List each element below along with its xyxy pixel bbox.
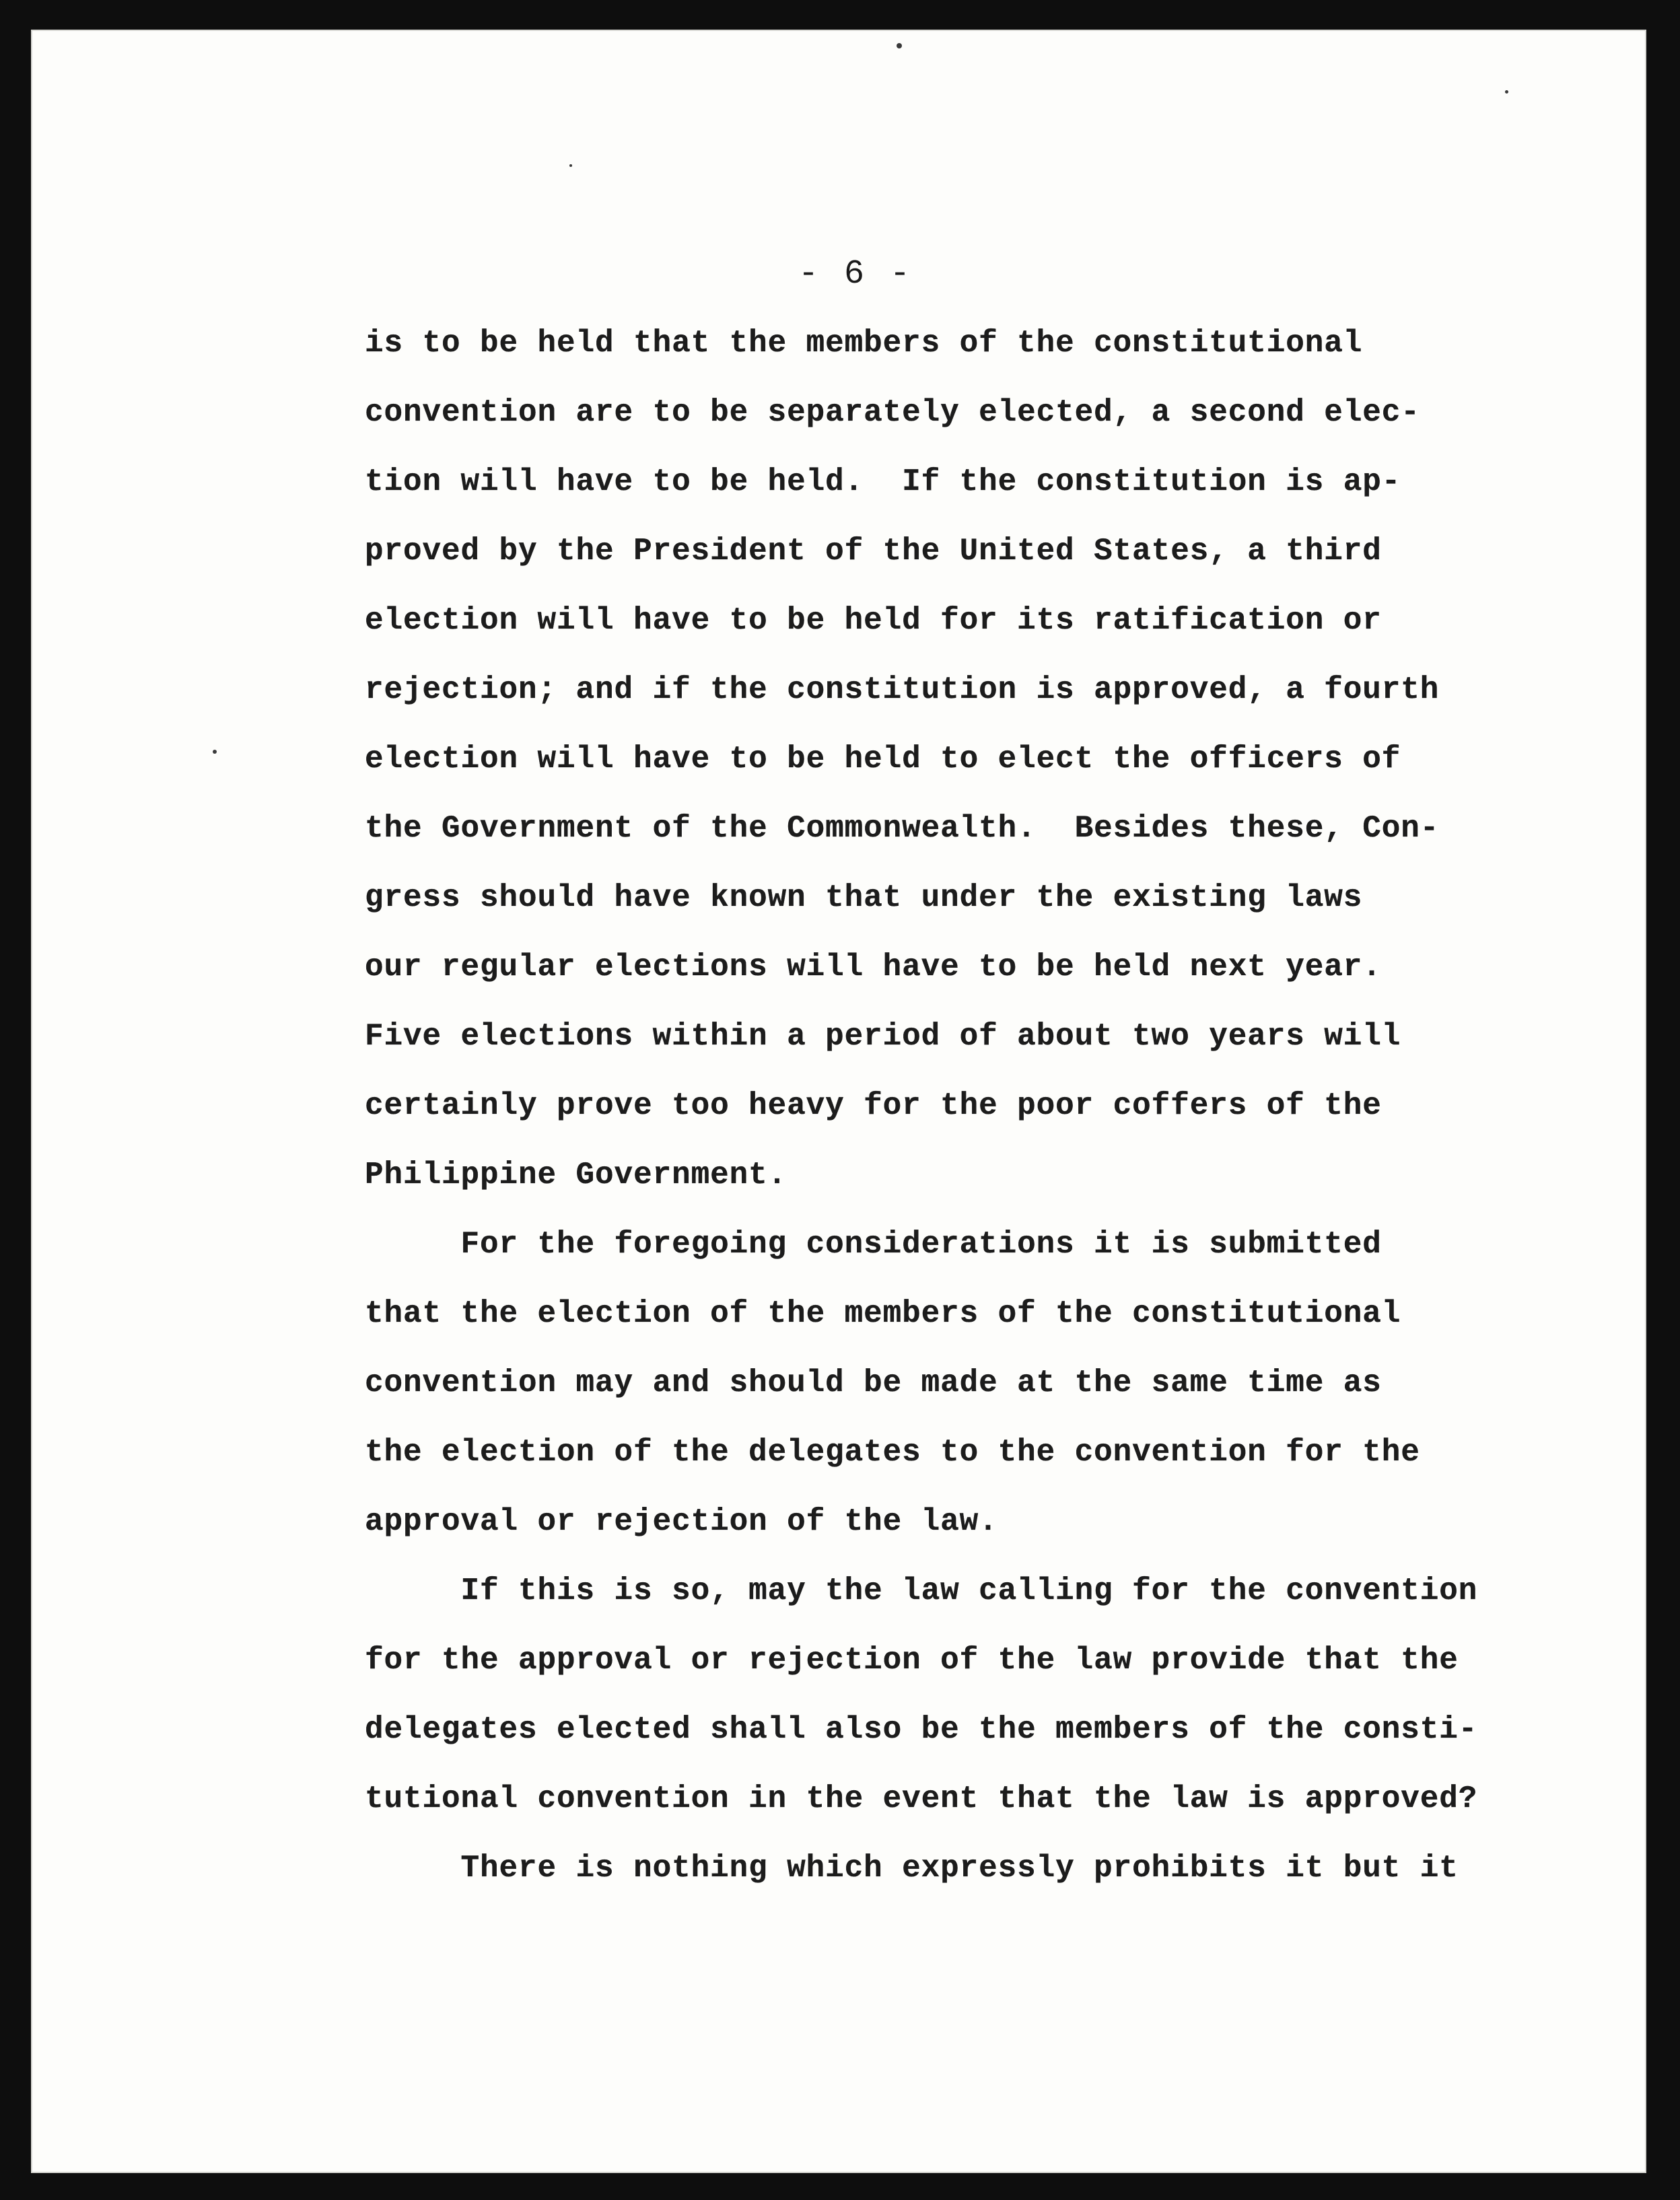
text-line: rejection; and if the constitution is approved, a fourth: [365, 672, 1440, 707]
text-line: our regular elections will have to be held next year.: [365, 950, 1382, 985]
text-line: If this is so, may the law calling for the convention: [365, 1573, 1478, 1608]
text-line: There is nothing which expressly prohibits it but it: [365, 1851, 1459, 1886]
document-page: [31, 30, 1646, 2173]
text-line: election will have to be held for its ratification or: [365, 603, 1382, 638]
text-line: for the approval or rejection of the law provide that the: [365, 1643, 1459, 1678]
text-line: tutional convention in the event that the law is approved?: [365, 1781, 1478, 1816]
text-line: that the election of the members of the constitutional: [365, 1296, 1401, 1331]
text-line: Five elections within a period of about two years will: [365, 1019, 1401, 1054]
text-line: the election of the delegates to the convention for the: [365, 1435, 1420, 1470]
scan-speck: [213, 750, 217, 754]
scan-speck: [897, 43, 902, 48]
text-line: convention may and should be made at the same time as: [365, 1365, 1382, 1400]
text-line: is to be held that the members of the constitutional: [365, 326, 1363, 361]
text-line: For the foregoing considerations it is submitted: [365, 1227, 1382, 1262]
scan-speck: [569, 164, 572, 167]
text-line: Philippine Government.: [365, 1158, 788, 1193]
text-line: election will have to be held to elect the officers of: [365, 742, 1401, 777]
text-line: proved by the President of the United States, a third: [365, 534, 1382, 569]
text-line: the Government of the Commonwealth. Besides these, Con-: [365, 811, 1440, 846]
text-line: tion will have to be held. If the constitution is ap-: [365, 464, 1401, 499]
text-line: approval or rejection of the law.: [365, 1504, 998, 1539]
text-line: gress should have known that under the existing laws: [365, 880, 1363, 915]
text-line: delegates elected shall also be the members of the consti-: [365, 1712, 1478, 1747]
page-number: - 6 -: [798, 255, 913, 293]
scan-speck: [1505, 90, 1508, 94]
text-line: convention are to be separately elected, a second elec-: [365, 395, 1420, 430]
text-line: certainly prove too heavy for the poor coffers of the: [365, 1088, 1382, 1123]
